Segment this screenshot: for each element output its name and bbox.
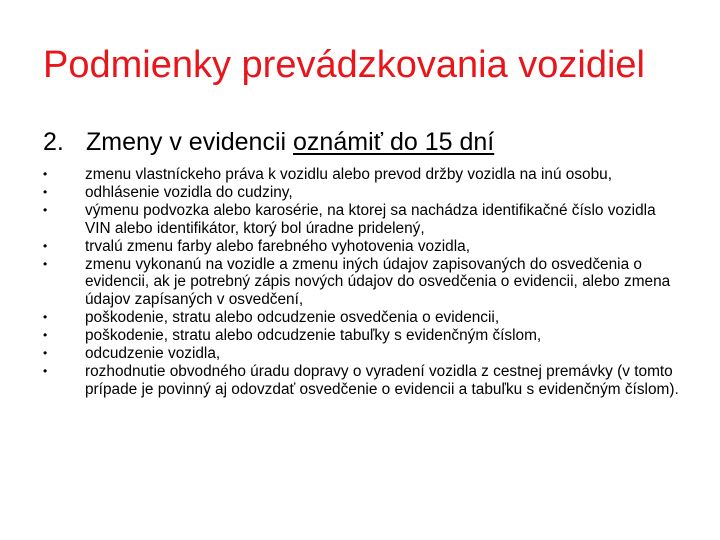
bullet-icon: •: [43, 310, 48, 325]
list-item: [43, 256, 683, 310]
bullet-icon: •: [43, 238, 48, 253]
list-item-text: rozhodnutie obvodného úradu dopravy o vyradení vozidla z cestnej premávky (v tomto prípade je povinný aj odovzdať osvedčenie o evidencii a tabuľku s evidenčným číslom).: [85, 362, 679, 398]
list-item: [43, 363, 683, 399]
list-item-text: odhlásenie vozidla do cudziny,: [85, 183, 293, 201]
list-item: [43, 327, 683, 345]
bullet-icon: •: [43, 184, 48, 199]
slide-title: Podmienky prevádzkovania vozidiel: [43, 44, 645, 86]
list-item-text: trvalú zmenu farby alebo farebného vyhotovenia vozidla,: [85, 237, 470, 255]
list-item: [43, 184, 683, 202]
list-item-text: výmenu podvozka alebo karosérie, na ktorej sa nachádza identifikačné číslo vozidla VIN alebo identifikátor, ktorý bol úradne pridelený,: [85, 201, 656, 237]
list-item-text: odcudzenie vozidla,: [85, 345, 221, 363]
bullet-icon: •: [43, 202, 48, 217]
list-item-text: zmenu vykonanú na vozidle a zmenu iných údajov zapisovaných do osvedčenia o evidencii, ak je potrebný zápis nových údajov do osvedčenia o evidencii, alebo zmena údajov zapísaných v osvedčení,: [85, 255, 671, 309]
list-item: [43, 202, 683, 238]
list-item: [43, 309, 683, 327]
section-heading-text: Zmeny v evidencii: [86, 128, 294, 156]
list-item-text: poškodenie, stratu alebo odcudzenie osvedčenia o evidencii,: [85, 309, 500, 327]
list-item: [43, 166, 683, 184]
bullet-icon: •: [43, 363, 48, 378]
bullet-icon: •: [43, 328, 48, 343]
bullet-icon: •: [43, 346, 48, 361]
bullet-list: [43, 166, 683, 399]
list-item-text: zmenu vlastníckeho práva k vozidlu alebo prevod držby vozidla na inú osobu,: [85, 166, 613, 183]
bullet-icon: •: [43, 167, 48, 181]
section-heading: [43, 127, 494, 157]
bullet-icon: •: [43, 256, 48, 271]
list-item: [43, 345, 683, 363]
list-item-text: poškodenie, stratu alebo odcudzenie tabuľky s evidenčným číslom,: [85, 327, 542, 345]
section-number: 2.: [43, 128, 64, 156]
section-heading-deadline: oznámiť do 15 dní: [293, 128, 495, 156]
list-item: [43, 238, 683, 256]
